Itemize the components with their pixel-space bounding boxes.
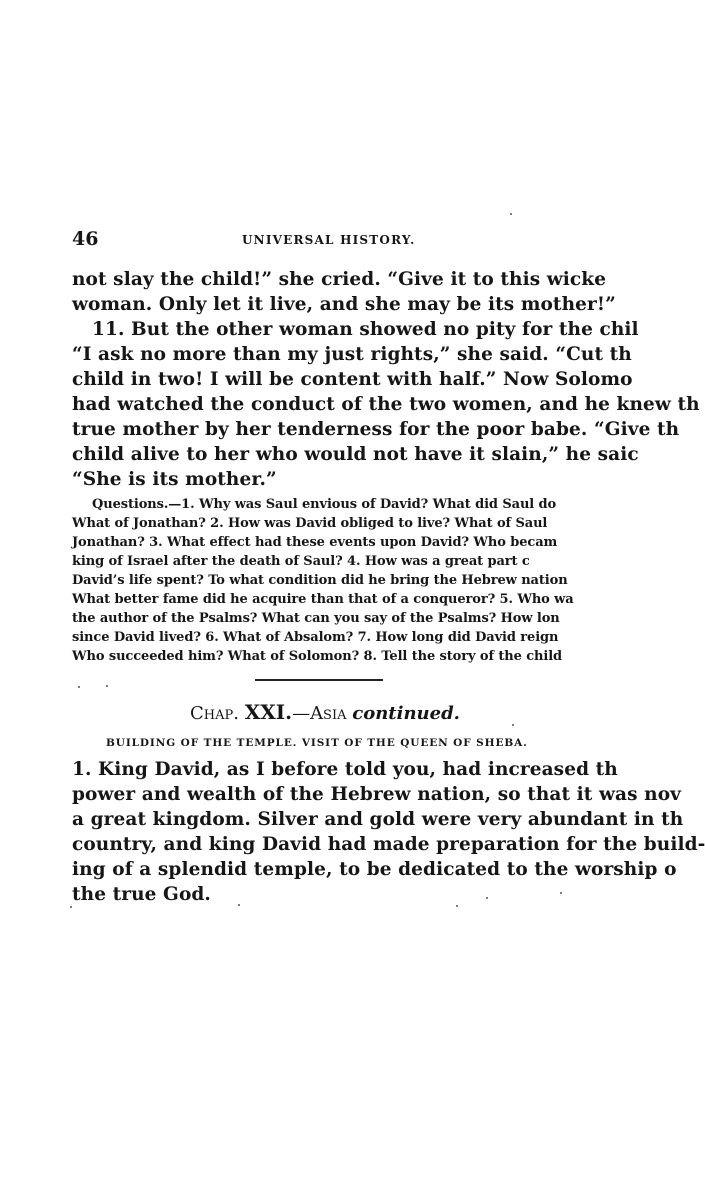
scan-speck — [486, 897, 488, 899]
text-line: not slay the child!” she cried. “Give it to this wicke — [72, 269, 607, 290]
chapter-number: XXI. — [244, 700, 293, 724]
scan-speck — [456, 905, 458, 907]
text-line: 11. But the other woman showed no pity for the chil — [92, 319, 639, 340]
chapter-label: Chap. — [190, 703, 239, 724]
text-line: country, and king David had made preparation for the build- — [72, 834, 705, 855]
text-line: child in two! I will be content with half.” Now Solomo — [72, 369, 633, 390]
text-line: power and wealth of the Hebrew nation, so that it was nov — [72, 784, 681, 805]
scan-speck — [512, 724, 514, 726]
questions-line: What better fame did he acquire than that of a conqueror? 5. Who wa — [72, 592, 574, 607]
chapter-subheading: BUILDING OF THE TEMPLE. VISIT OF THE QUEEN OF SHEBA. — [106, 737, 528, 749]
scan-speck — [560, 892, 562, 894]
questions-line: Jonathan? 3. What effect had these events upon David? Who becam — [72, 535, 558, 550]
scan-speck — [510, 213, 512, 215]
chapter-continued: continued. — [352, 703, 460, 724]
questions-line: Who succeeded him? What of Solomon? 8. Tell the story of the child — [72, 649, 563, 664]
scan-speck — [238, 904, 240, 906]
questions-line: What of Jonathan? 2. How was David obliged to live? What of Saul — [72, 516, 548, 531]
text-line: had watched the conduct of the two women, and he knew th — [72, 394, 700, 415]
text-line: true mother by her tenderness for the poor babe. “Give th — [72, 419, 680, 440]
text-line: child alive to her who would not have it slain,” he saic — [72, 444, 639, 465]
chapter-title — [190, 700, 460, 724]
text-line: “I ask no more than my just rights,” she said. “Cut th — [72, 344, 632, 365]
running-title: UNIVERSAL HISTORY. — [242, 233, 416, 247]
scan-speck — [70, 906, 72, 908]
questions-line: king of Israel after the death of Saul? 4. How was a great part c — [72, 554, 530, 569]
page-number: 46 — [72, 228, 99, 250]
chapter-region: Asia — [310, 703, 347, 724]
questions-line: Questions.—1. Why was Saul envious of David? What did Saul do — [92, 497, 557, 512]
scan-speck — [78, 686, 80, 688]
scan-speck — [106, 685, 108, 687]
text-line: 1. King David, as I before told you, had increased th — [72, 759, 618, 780]
questions-line: the author of the Psalms? What can you say of the Psalms? How lon — [72, 611, 560, 626]
text-line: “She is its mother.” — [72, 469, 277, 490]
questions-line: since David lived? 6. What of Absalom? 7. How long did David reign — [72, 630, 559, 645]
chapter-dash: — — [292, 703, 311, 724]
section-divider — [255, 679, 383, 681]
text-line: ing of a splendid temple, to be dedicated to the worship o — [72, 859, 677, 880]
text-line: a great kingdom. Silver and gold were very abundant in th — [72, 809, 684, 830]
questions-line: David’s life spent? To what condition did he bring the Hebrew nation — [72, 573, 568, 588]
text-line: woman. Only let it live, and she may be its mother!” — [72, 294, 616, 315]
text-line: the true God. — [72, 884, 211, 905]
